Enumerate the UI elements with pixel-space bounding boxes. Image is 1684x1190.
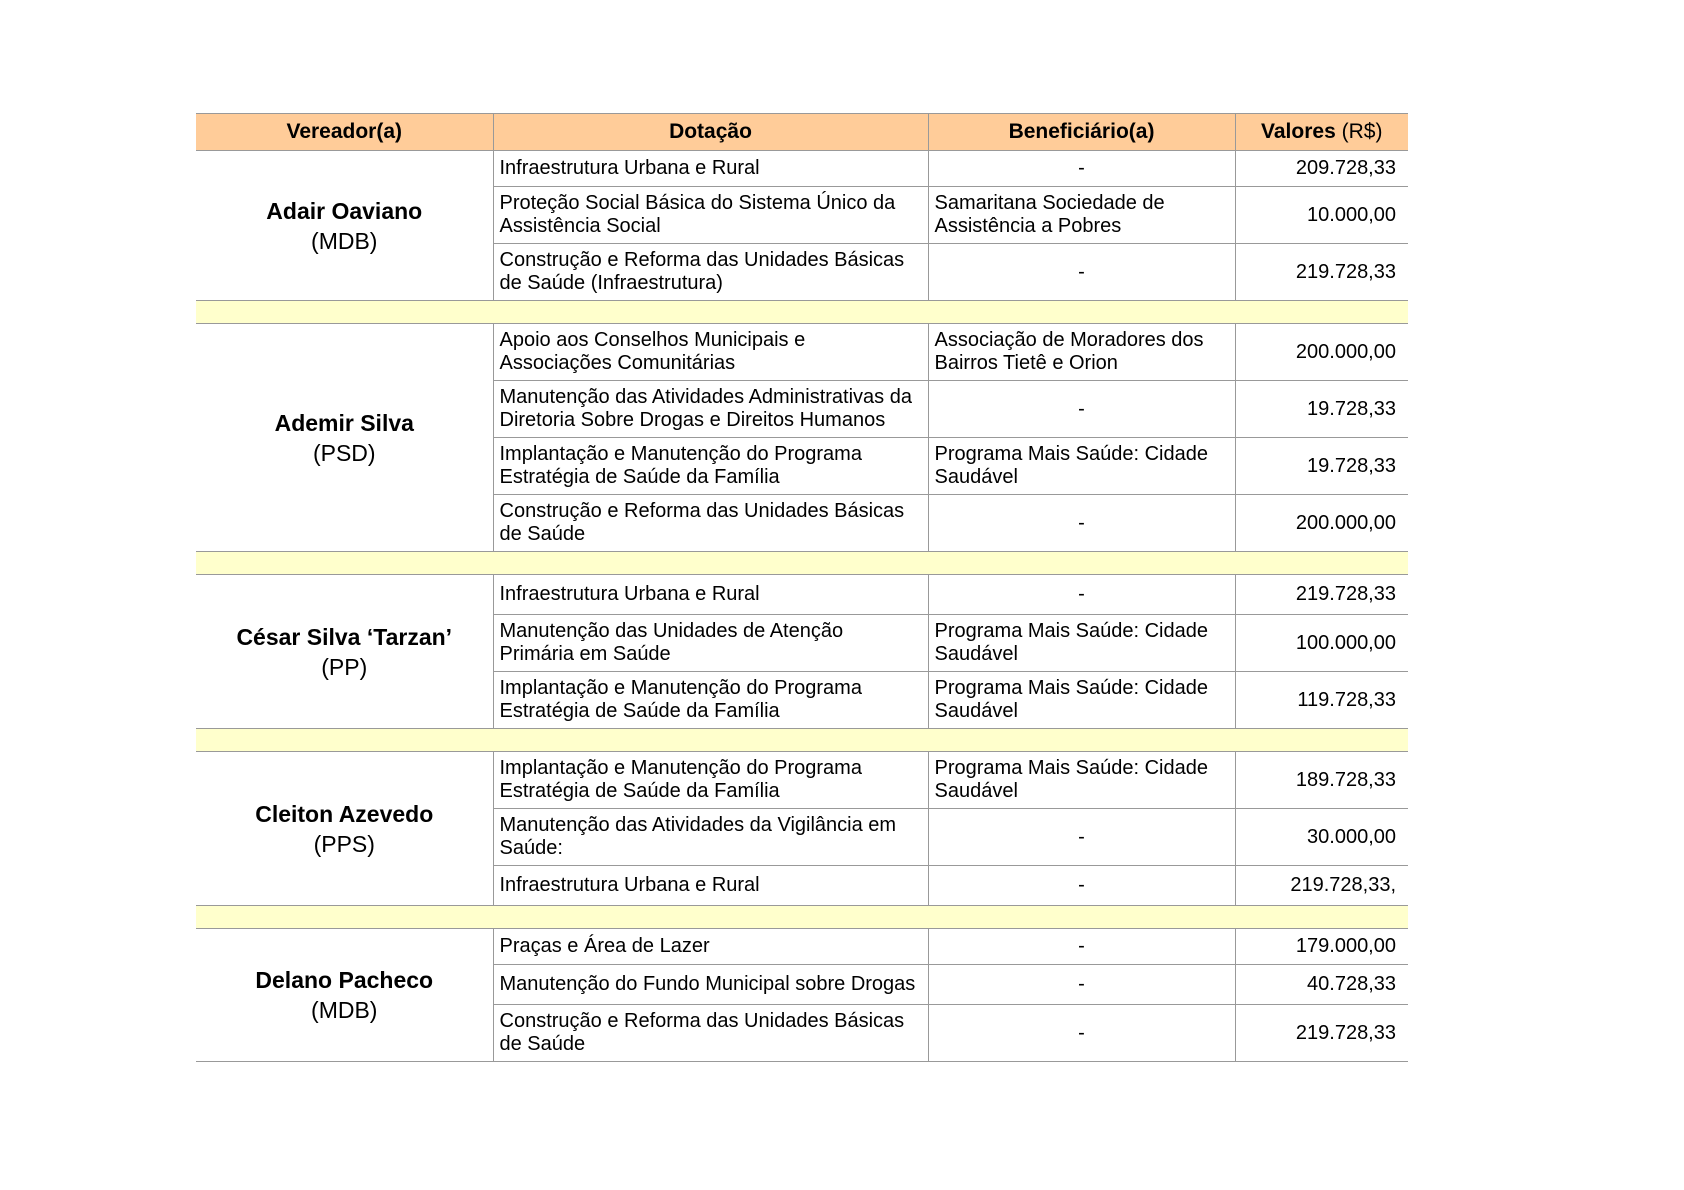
vereador-name: Cleiton Azevedo [255,800,434,827]
dotacao-cell: Construção e Reforma das Unidades Básicas de Saúde [493,495,928,552]
vereador-party: (PPS) [313,830,375,857]
dotacao-cell: Construção e Reforma das Unidades Básicas de Saúde (Infraestrutura) [493,244,928,301]
vereador-name: César Silva ‘Tarzan’ [236,623,453,650]
dotacao-cell: Infraestrutura Urbana e Rural [493,866,928,906]
table-row [196,151,1408,187]
dotacao-cell: Implantação e Manutenção do Programa Estratégia de Saúde da Família [493,672,928,729]
table-row [196,575,1408,615]
vereador-cell [196,752,493,906]
header-valores [1235,114,1408,151]
vereador-party: (PSD) [312,439,376,466]
dotacao-cell: Implantação e Manutenção do Programa Estratégia de Saúde da Família [493,438,928,495]
group-separator [196,552,1408,575]
header-beneficiario: Beneficiário(a) [928,114,1235,151]
beneficiario-cell: - [928,151,1235,187]
valor-cell: 100.000,00 [1235,615,1408,672]
vereador-party: (MDB) [311,997,378,1023]
vereador-party: (PP) [321,653,368,680]
valor-cell: 200.000,00 [1235,324,1408,381]
valor-cell: 219.728,33 [1235,575,1408,615]
table-body [196,151,1408,1062]
separator-cell [196,552,1408,575]
beneficiario-cell: - [928,866,1235,906]
beneficiario-cell: Programa Mais Saúde: Cidade Saudável [928,615,1235,672]
vereador-cell [196,324,493,552]
valor-cell: 179.000,00 [1235,929,1408,965]
beneficiario-cell: Programa Mais Saúde: Cidade Saudável [928,438,1235,495]
vereador-name: Ademir Silva [274,409,414,436]
dotacao-cell: Apoio aos Conselhos Municipais e Associações Comunitárias [493,324,928,381]
header-valores-label: Valores [1261,120,1336,143]
beneficiario-cell: - [928,495,1235,552]
separator-cell [196,906,1408,929]
separator-cell [196,729,1408,752]
dotacao-cell: Implantação e Manutenção do Programa Estratégia de Saúde da Família [493,752,928,809]
dotacao-cell: Infraestrutura Urbana e Rural [493,151,928,187]
table-row [196,752,1408,809]
valor-cell: 209.728,33 [1235,151,1408,187]
dotacao-cell: Manutenção das Unidades de Atenção Primária em Saúde [493,615,928,672]
header-valores-unit: (R$) [1341,120,1383,143]
group-separator [196,906,1408,929]
valor-cell: 10.000,00 [1235,187,1408,244]
beneficiario-cell: Samaritana Sociedade de Assistência a Pobres [928,187,1235,244]
vereador-name: Delano Pacheco [255,967,434,993]
document-page [196,113,1408,1062]
header-vereador: Vereador(a) [196,114,493,151]
dotacao-cell: Praças e Área de Lazer [493,929,928,965]
group-separator [196,729,1408,752]
dotacao-cell: Construção e Reforma das Unidades Básicas de Saúde [493,1005,928,1062]
valor-cell: 219.728,33, [1235,866,1408,906]
beneficiario-cell: - [928,965,1235,1005]
valor-cell: 200.000,00 [1235,495,1408,552]
beneficiario-cell: Programa Mais Saúde: Cidade Saudável [928,672,1235,729]
table-header-row [196,114,1408,151]
valor-cell: 19.728,33 [1235,438,1408,495]
beneficiario-cell: - [928,381,1235,438]
beneficiario-cell: Programa Mais Saúde: Cidade Saudável [928,752,1235,809]
vereador-party: (MDB) [311,227,378,254]
beneficiario-cell: - [928,929,1235,965]
vereador-name: Adair Oaviano [266,197,423,224]
dotacao-cell: Manutenção do Fundo Municipal sobre Drogas [493,965,928,1005]
dotacao-cell: Infraestrutura Urbana e Rural [493,575,928,615]
beneficiario-cell: - [928,1005,1235,1062]
emendas-table [196,113,1408,1062]
beneficiario-cell: - [928,809,1235,866]
dotacao-cell: Manutenção das Atividades Administrativas da Diretoria Sobre Drogas e Direitos Humanos [493,381,928,438]
vereador-cell [196,151,493,301]
valor-cell: 30.000,00 [1235,809,1408,866]
beneficiario-cell: - [928,575,1235,615]
dotacao-cell: Proteção Social Básica do Sistema Único da Assistência Social [493,187,928,244]
group-separator [196,301,1408,324]
valor-cell: 119.728,33 [1235,672,1408,729]
separator-cell [196,301,1408,324]
vereador-cell [196,929,493,1062]
valor-cell: 219.728,33 [1235,1005,1408,1062]
vereador-cell [196,575,493,729]
valor-cell: 40.728,33 [1235,965,1408,1005]
table-row [196,929,1408,965]
valor-cell: 189.728,33 [1235,752,1408,809]
valor-cell: 19.728,33 [1235,381,1408,438]
header-dotacao: Dotação [493,114,928,151]
beneficiario-cell: Associação de Moradores dos Bairros Tietê e Orion [928,324,1235,381]
beneficiario-cell: - [928,244,1235,301]
dotacao-cell: Manutenção das Atividades da Vigilância em Saúde: [493,809,928,866]
table-row [196,324,1408,381]
valor-cell: 219.728,33 [1235,244,1408,301]
